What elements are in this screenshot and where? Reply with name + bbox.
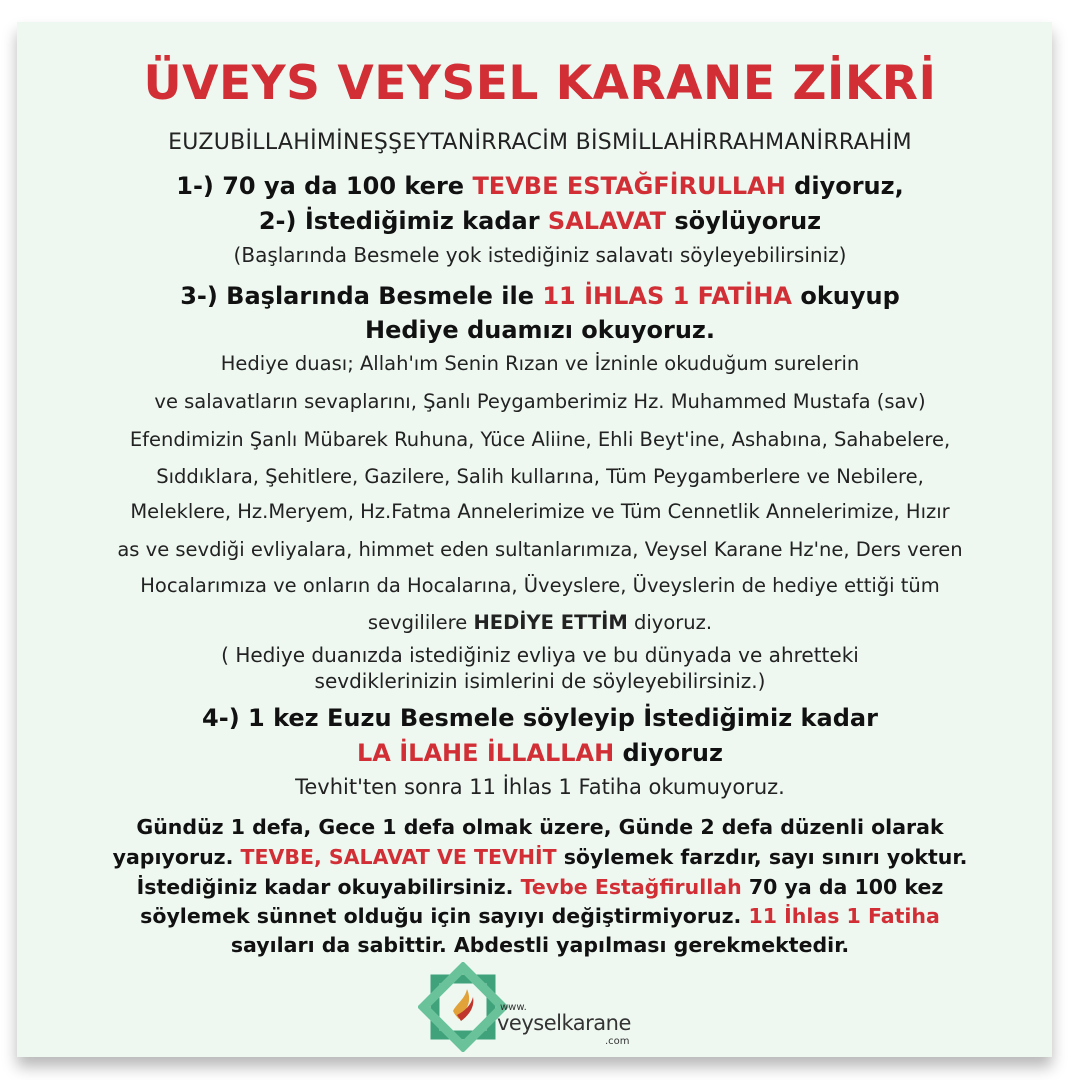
step-3: 3-) Başlarında Besmele ile 11 İHLAS 1 FATİHA okuyup xyxy=(180,282,900,310)
final-note-line: sayıları da sabittir. Abdestli yapılması gerekmektedir. xyxy=(230,933,850,957)
prayer-line: as ve sevdiği evliyalara, himmet eden sultanlarımıza, Veysel Karane Hz'ne, Ders veren xyxy=(117,538,963,561)
prayer-note: sevdiklerinizin isimlerini de söyleyebilirsiniz.) xyxy=(314,669,766,693)
star-emblem-icon xyxy=(423,967,502,1046)
final-note-line: söylemek sünnet olduğu için sayıyı değiştirmiyoruz. 11 İhlas 1 Fatiha xyxy=(140,904,940,928)
opening-invocation: EUZUBİLLAHİMİNEŞŞEYTANİRRACİM BİSMİLLAHİRRAHMANİRRAHİM xyxy=(168,130,912,155)
prayer-line: Meleklere, Hz.Meryem, Hz.Fatma Annelerimize ve Tüm Cennetlik Annelerimize, Hızır xyxy=(130,500,950,523)
final-note-line: yapıyoruz. TEVBE, SALAVAT VE TEVHİT söylemek farzdır, sayı sınırı yoktur. xyxy=(112,845,968,869)
prayer-line: ve salavatların sevaplarını, Şanlı Peygamberimiz Hz. Muhammed Mustafa (sav) xyxy=(154,390,926,413)
step-4-note: Tevhit'ten sonra 11 İhlas 1 Fatiha okumuyoruz. xyxy=(295,775,785,799)
step-4-line2: LA İLAHE İLLALLAH diyoruz xyxy=(357,739,723,767)
prayer-line: Efendimizin Şanlı Mübarek Ruhuna, Yüce Aliine, Ehli Beyt'ine, Ashabına, Sahabelere, xyxy=(129,428,951,451)
step-1: 1-) 70 ya da 100 kere TEVBE ESTAĞFİRULLAH diyoruz, xyxy=(176,172,904,200)
final-note-line: Gündüz 1 defa, Gece 1 defa olmak üzere, Günde 2 defa düzenli olarak xyxy=(136,815,944,839)
step-2-note: (Başlarında Besmele yok istediğiniz salavatı söyleyebilirsiniz) xyxy=(233,243,847,267)
step-2: 2-) İstediğimiz kadar SALAVAT söylüyoruz xyxy=(258,207,822,235)
logo-www: www. xyxy=(500,1002,527,1013)
prayer-line: Sıddıklara, Şehitlere, Gazilere, Salih kullarına, Tüm Peygamberlere ve Nebilere, xyxy=(156,465,924,488)
logo-name: veyselkarane xyxy=(497,1011,631,1035)
step-3-line2: Hediye duamızı okuyoruz. xyxy=(365,316,715,344)
prayer-line: Hocalarımıza ve onların da Hocalarına, Üveyslere, Üveyslerin de hediye ettiği tüm xyxy=(140,574,940,597)
step-4: 4-) 1 kez Euzu Besmele söyleyip İstediğimiz kadar xyxy=(202,704,878,732)
logo-com: .com xyxy=(605,1036,630,1047)
final-note-line: İstediğiniz kadar okuyabilirsiniz. Tevbe Estağfirullah 70 ya da 100 kez xyxy=(136,875,944,899)
prayer-line-last: sevgililere HEDİYE ETTİM diyoruz. xyxy=(367,611,713,634)
page-title: ÜVEYS VEYSEL KARANE ZİKRİ xyxy=(143,56,937,111)
prayer-line: Hediye duası; Allah'ım Senin Rızan ve İzninle okuduğum surelerin xyxy=(220,352,860,375)
prayer-note: ( Hediye duanızda istediğiniz evliya ve bu dünyada ve ahretteki xyxy=(221,643,859,667)
